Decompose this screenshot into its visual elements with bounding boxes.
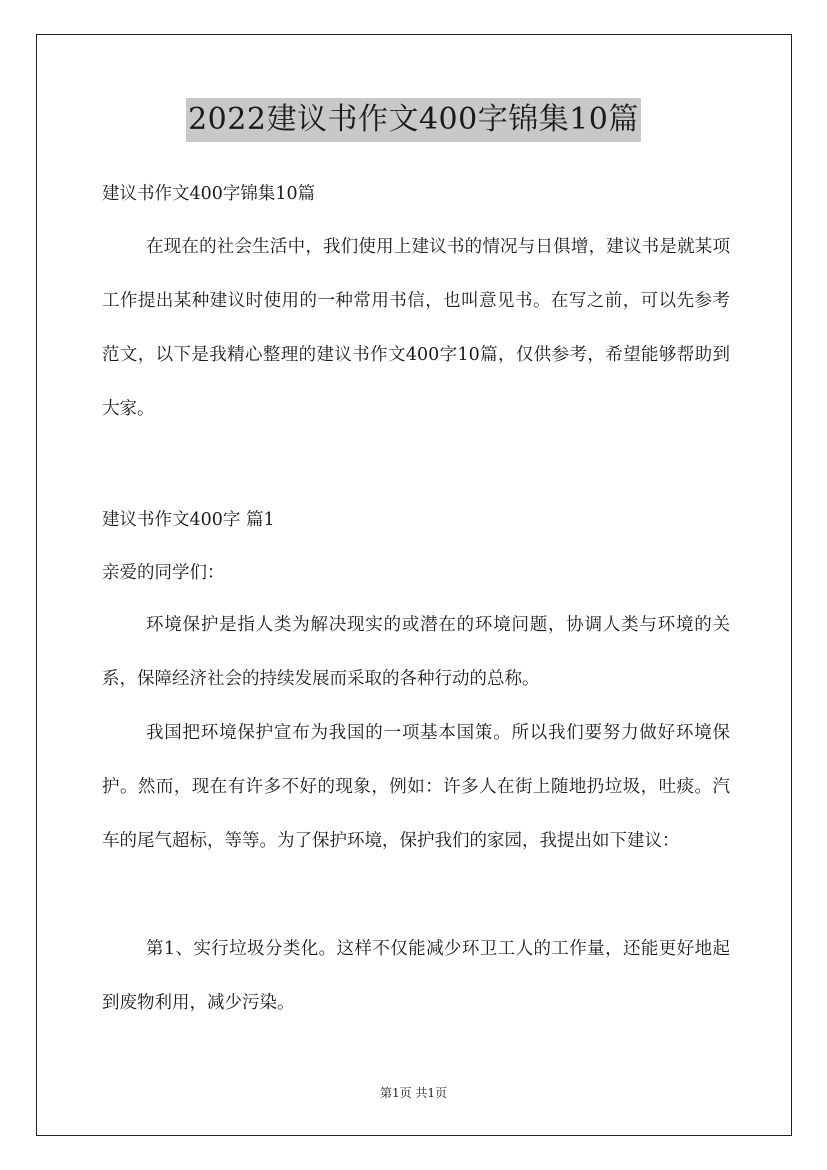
body-paragraph-1: 环境保护是指人类为解决现实的或潜在的环境问题，协调人类与环境的关系，保障经济社会的持续发展而采取的各种行动的总称。 [102, 615, 730, 689]
page-number-footer: 第1页 共1页 [379, 1086, 448, 1100]
section-heading: 建议书作文400字 篇1 [102, 510, 275, 530]
document-subtitle: 建议书作文400字锦集10篇 [102, 184, 316, 204]
intro-paragraph: 在现在的社会生活中，我们使用上建议书的情况与日俱增，建议书是就某项工作提出某种建议时使用的一种常用书信，也叫意见书。在写之前，可以先参考范文，以下是我精心整理的建议书作文400字10篇，仅供参考，希望能够帮助到大家。 [102, 237, 730, 419]
body-paragraph-3: 第1、实行垃圾分类化。这样不仅能减少环卫工人的工作量，还能更好地起到废物利用，减少污染。 [102, 939, 730, 1013]
title-container [0, 98, 827, 142]
body-paragraph-2: 我国把环境保护宣布为我国的一项基本国策。所以我们要努力做好环境保护。然而，现在有许多不好的现象，例如：许多人在街上随地扔垃圾，吐痰。汽车的尾气超标，等等。为了保护环境，保护我们的家园，我提出如下建议： [102, 723, 730, 851]
document-title: 2022建议书作文400字锦集10篇 [186, 98, 641, 142]
salutation: 亲爱的同学们： [102, 563, 225, 583]
